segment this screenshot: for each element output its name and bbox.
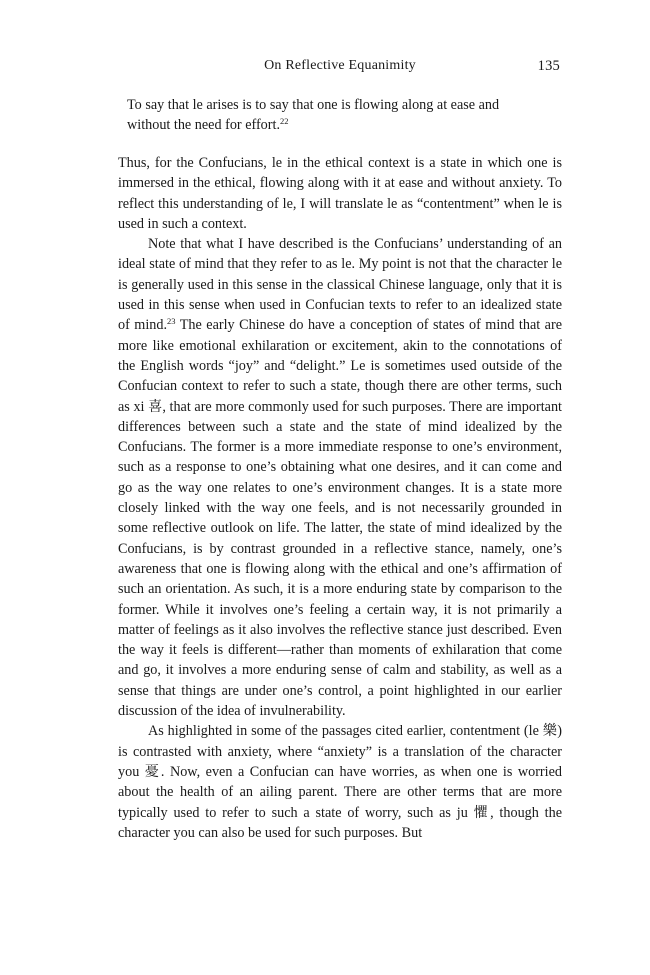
paragraph-text: As highlighted in some of the passages cited earlier, contentment (le 樂) is contrasted with anxiety, where “anxiety” is a translation of the character you 憂. Now, even a Confucian can have worries, as when one is worried about the health of an ailing parent. There are other terms that are more typically used to refer to such a state of worry, such as ju 懼, though the character you can also be used for such purposes. But [118,723,562,841]
paragraph-text: Note that what I have described is the Confucians’ understanding of an ideal state of mind that they refer to as le. My point is not that the character le is generally used in this sense in the classical Chinese language, only that it is used in this sense when used in Confucian texts to refer to an idealized state of mind. [118,236,562,334]
paragraph [118,234,562,721]
running-head-title: On Reflective Equanimity [264,58,416,73]
running-head [118,46,562,76]
block-quote [127,95,526,135]
body-text [118,153,562,843]
footnote-marker: 23 [167,316,176,327]
paragraph [118,721,562,843]
paragraph-text: The early Chinese do have a conception of states of mind that are more like emotional exhilaration or excitement, akin to the connotations of the English words “joy” and “delight.” Le is sometimes used outside of the Confucian context to refer to such a state, though there are other terms, such as xi 喜, that are more commonly used for such purposes. There are important differences between such a state and the state of mind idealized by the Confucians. The former is a more immediate response to one’s environment, such as a response to one’s obtaining what one desires, and it can come and go as the way one relates to one’s environment changes. It is a state more closely linked with the way one feels, and is not necessarily grounded in some reflective outlook on life. The latter, the state of mind idealized by the Confucians, is by contrast grounded in a reflective stance, namely, one’s awareness that one is flowing along with the ethical and one’s affirmation of such an orientation. As such, it is a more enduring state by comparison to the former. While it involves one’s feeling a certain way, it is not primarily a matter of feelings as it also involves the reflective stance just described. Even the way it feels is different—rather than moments of exhilaration that come and go, it involves a more enduring sense of calm and stability, as well as a sense that things are under one’s control, a point highlighted in our earlier discussion of the idea of invulnerability. [118,317,562,720]
paragraph-text: Thus, for the Confucians, le in the ethical context is a state in which one is immersed in the ethical, flowing along with it at ease and without anxiety. To reflect this understanding of le, I will translate le as “contentment” when le is used in such a context. [118,155,562,232]
page-number: 135 [537,58,560,74]
book-page [118,46,562,843]
block-quote-text: To say that le arises is to say that one is flowing along at ease and without the need for effort. [127,97,500,133]
footnote-marker: 22 [280,116,289,126]
paragraph [118,153,562,234]
